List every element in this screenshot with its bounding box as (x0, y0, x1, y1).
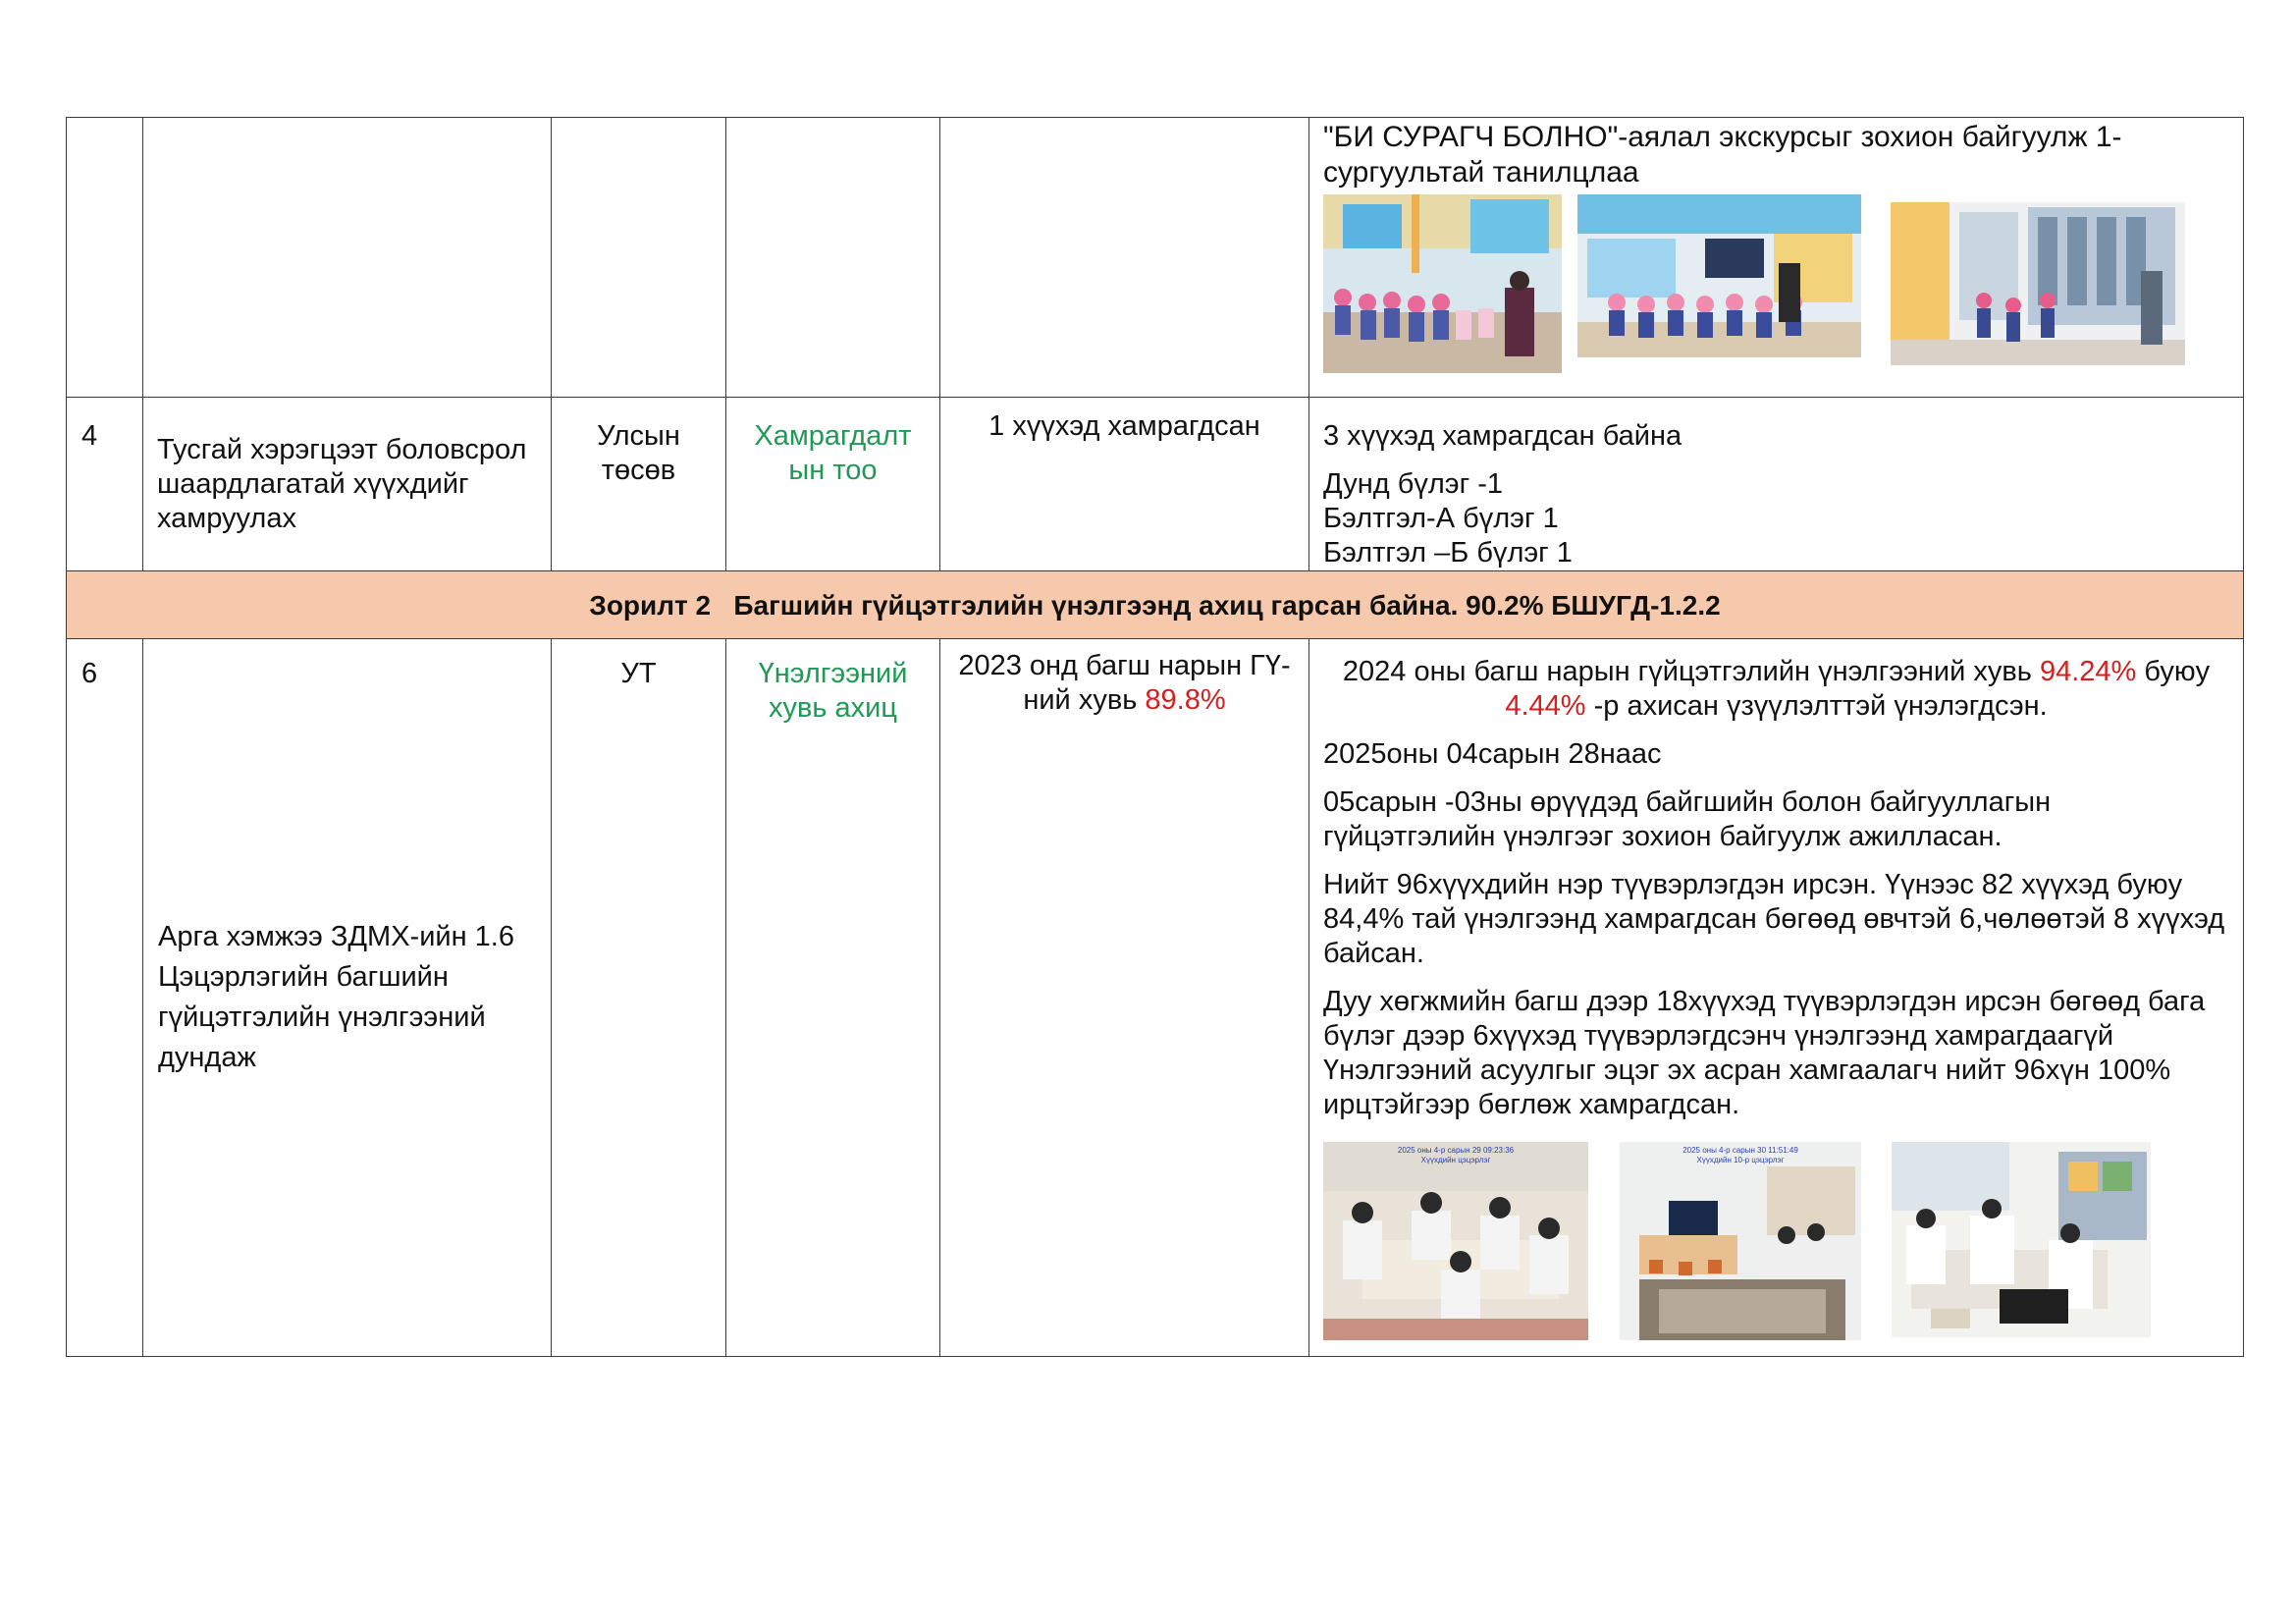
baseline-cell (940, 639, 1309, 1357)
exhibit-hall-photo-icon (1891, 202, 2185, 365)
photo-caption: Хүүхдийн 10-р цэцэрлэг (1696, 1156, 1785, 1164)
photo-caption: 2025 оны 4-р сарын 29 09:23:36 (1397, 1146, 1515, 1155)
indicator-cell: Арга хэмжээ ЗДМХ-ийн 1.6 Цэцэрлэгийн багшийн гүйцэтгэлийн үнэлгээний дундаж (143, 639, 552, 1357)
result-paragraph: 05сарын -03ны өрүүдэд байгшийн болон байгууллагын гүйцэтгэлийн үнэлгээг зохион байгуулж ажилласан. (1323, 786, 2052, 852)
row-number: 4 (67, 398, 143, 571)
cell-empty (940, 118, 1309, 398)
source-cell: Улсын төсөв (552, 398, 726, 571)
result-cell (1309, 639, 2244, 1357)
result-paragraph: Нийт 96хүүхдийн нэр түүвэрлэгдэн ирсэн. Үүнээс 82 хүүхэд буюу 84,4% тай үнэлгээнд хамрагдсан бөгөөд өвчтэй 6,чөлөөтэй 8 хүүхэд байсан. (1323, 869, 2225, 969)
measure-cell: Хамрагдалт ын тоо (726, 398, 940, 571)
row-number: 6 (67, 639, 143, 1357)
result-line: Бэлтгэл-А бүлэг 1 (1323, 503, 1559, 534)
baseline-cell: 1 хүүхэд хамрагдсан (940, 398, 1309, 571)
result-text: 2024 оны багш нарын гүйцэтгэлийн үнэлгээний хувь (1342, 656, 2032, 687)
report-table (66, 117, 2244, 1357)
result-paragraph: Дуу хөгжмийн багш дээр 18хүүхэд түүвэрлэгдэн ирсэн бөгөөд бага бүлэг дээр 6хүүхэд түүвэрлэгдсэнч үнэлгээнд хамрагдаагүй Үнэлгээний асуулгыг эцэг эх асран хамгаалагч нийт 96хүн 100% ирцтэйгээр бөглөж хамрагдсан. (1323, 986, 2206, 1120)
measure-cell: Үнэлгээний хувь ахиц (726, 639, 940, 1357)
result-cell (1309, 398, 2244, 571)
assessment-meeting-photo-icon (1323, 1142, 1588, 1340)
result-value: 4.44% (1505, 690, 1586, 722)
excursion-photos (1323, 194, 2229, 373)
source-cell: УТ (552, 639, 726, 1357)
excursion-text: "БИ СУРАГЧ БОЛНО"-аялал экскурсыг зохион байгуулж 1-сургуультай танилцлаа (1323, 121, 2122, 189)
result-paragraph: 2025оны 04сарын 28наас (1323, 738, 1662, 770)
indicator-cell: Тусгай хэрэгцээт боловсрол шаардлагатай хүүхдийг хамруулах (143, 398, 552, 571)
result-value: 94.24% (2039, 656, 2137, 687)
photo-caption: Хүүхдийн цэцэрлэг (1420, 1156, 1491, 1164)
baseline-value: 89.8% (1145, 684, 1226, 716)
cell-empty (552, 118, 726, 398)
goal-row (67, 571, 2244, 639)
cell-empty (726, 118, 940, 398)
teachers-working-photo-icon (1892, 1142, 2151, 1337)
baseline-text: 2023 онд багш нарын ГҮ-ний хувь (958, 650, 1291, 716)
result-text: -р ахисан үзүүлэлттэй үнэлэгдсэн. (1593, 690, 2048, 722)
table-row-excursion (67, 118, 2244, 398)
result-line: Бэлтгэл –Б бүлэг 1 (1323, 537, 1573, 568)
result-main: 3 хүүхэд хамрагдсан байна (1323, 420, 1682, 452)
result-summary (1323, 655, 2229, 724)
school-tour-photo-icon (1323, 194, 1562, 373)
result-text: буюу (2144, 656, 2211, 687)
table-row-6 (67, 639, 2244, 1357)
photo-caption: 2025 оны 4-р сарын 30 11:51:49 (1682, 1146, 1798, 1155)
result-line: Дунд бүлэг -1 (1323, 468, 1504, 500)
table-row-4 (67, 398, 2244, 571)
cell-empty (143, 118, 552, 398)
cell-empty (67, 118, 143, 398)
assessment-photos (1323, 1142, 2229, 1340)
cell-excursion-result (1309, 118, 2244, 398)
goal-heading: Зорилт 2 Багшийн гүйцэтгэлийн үнэлгээнд ахиц гарсан байна. 90.2% БШУГД-1.2.2 (67, 571, 2244, 639)
classroom-group-photo-icon (1577, 194, 1861, 357)
classroom-assessment-photo-icon (1620, 1142, 1861, 1340)
